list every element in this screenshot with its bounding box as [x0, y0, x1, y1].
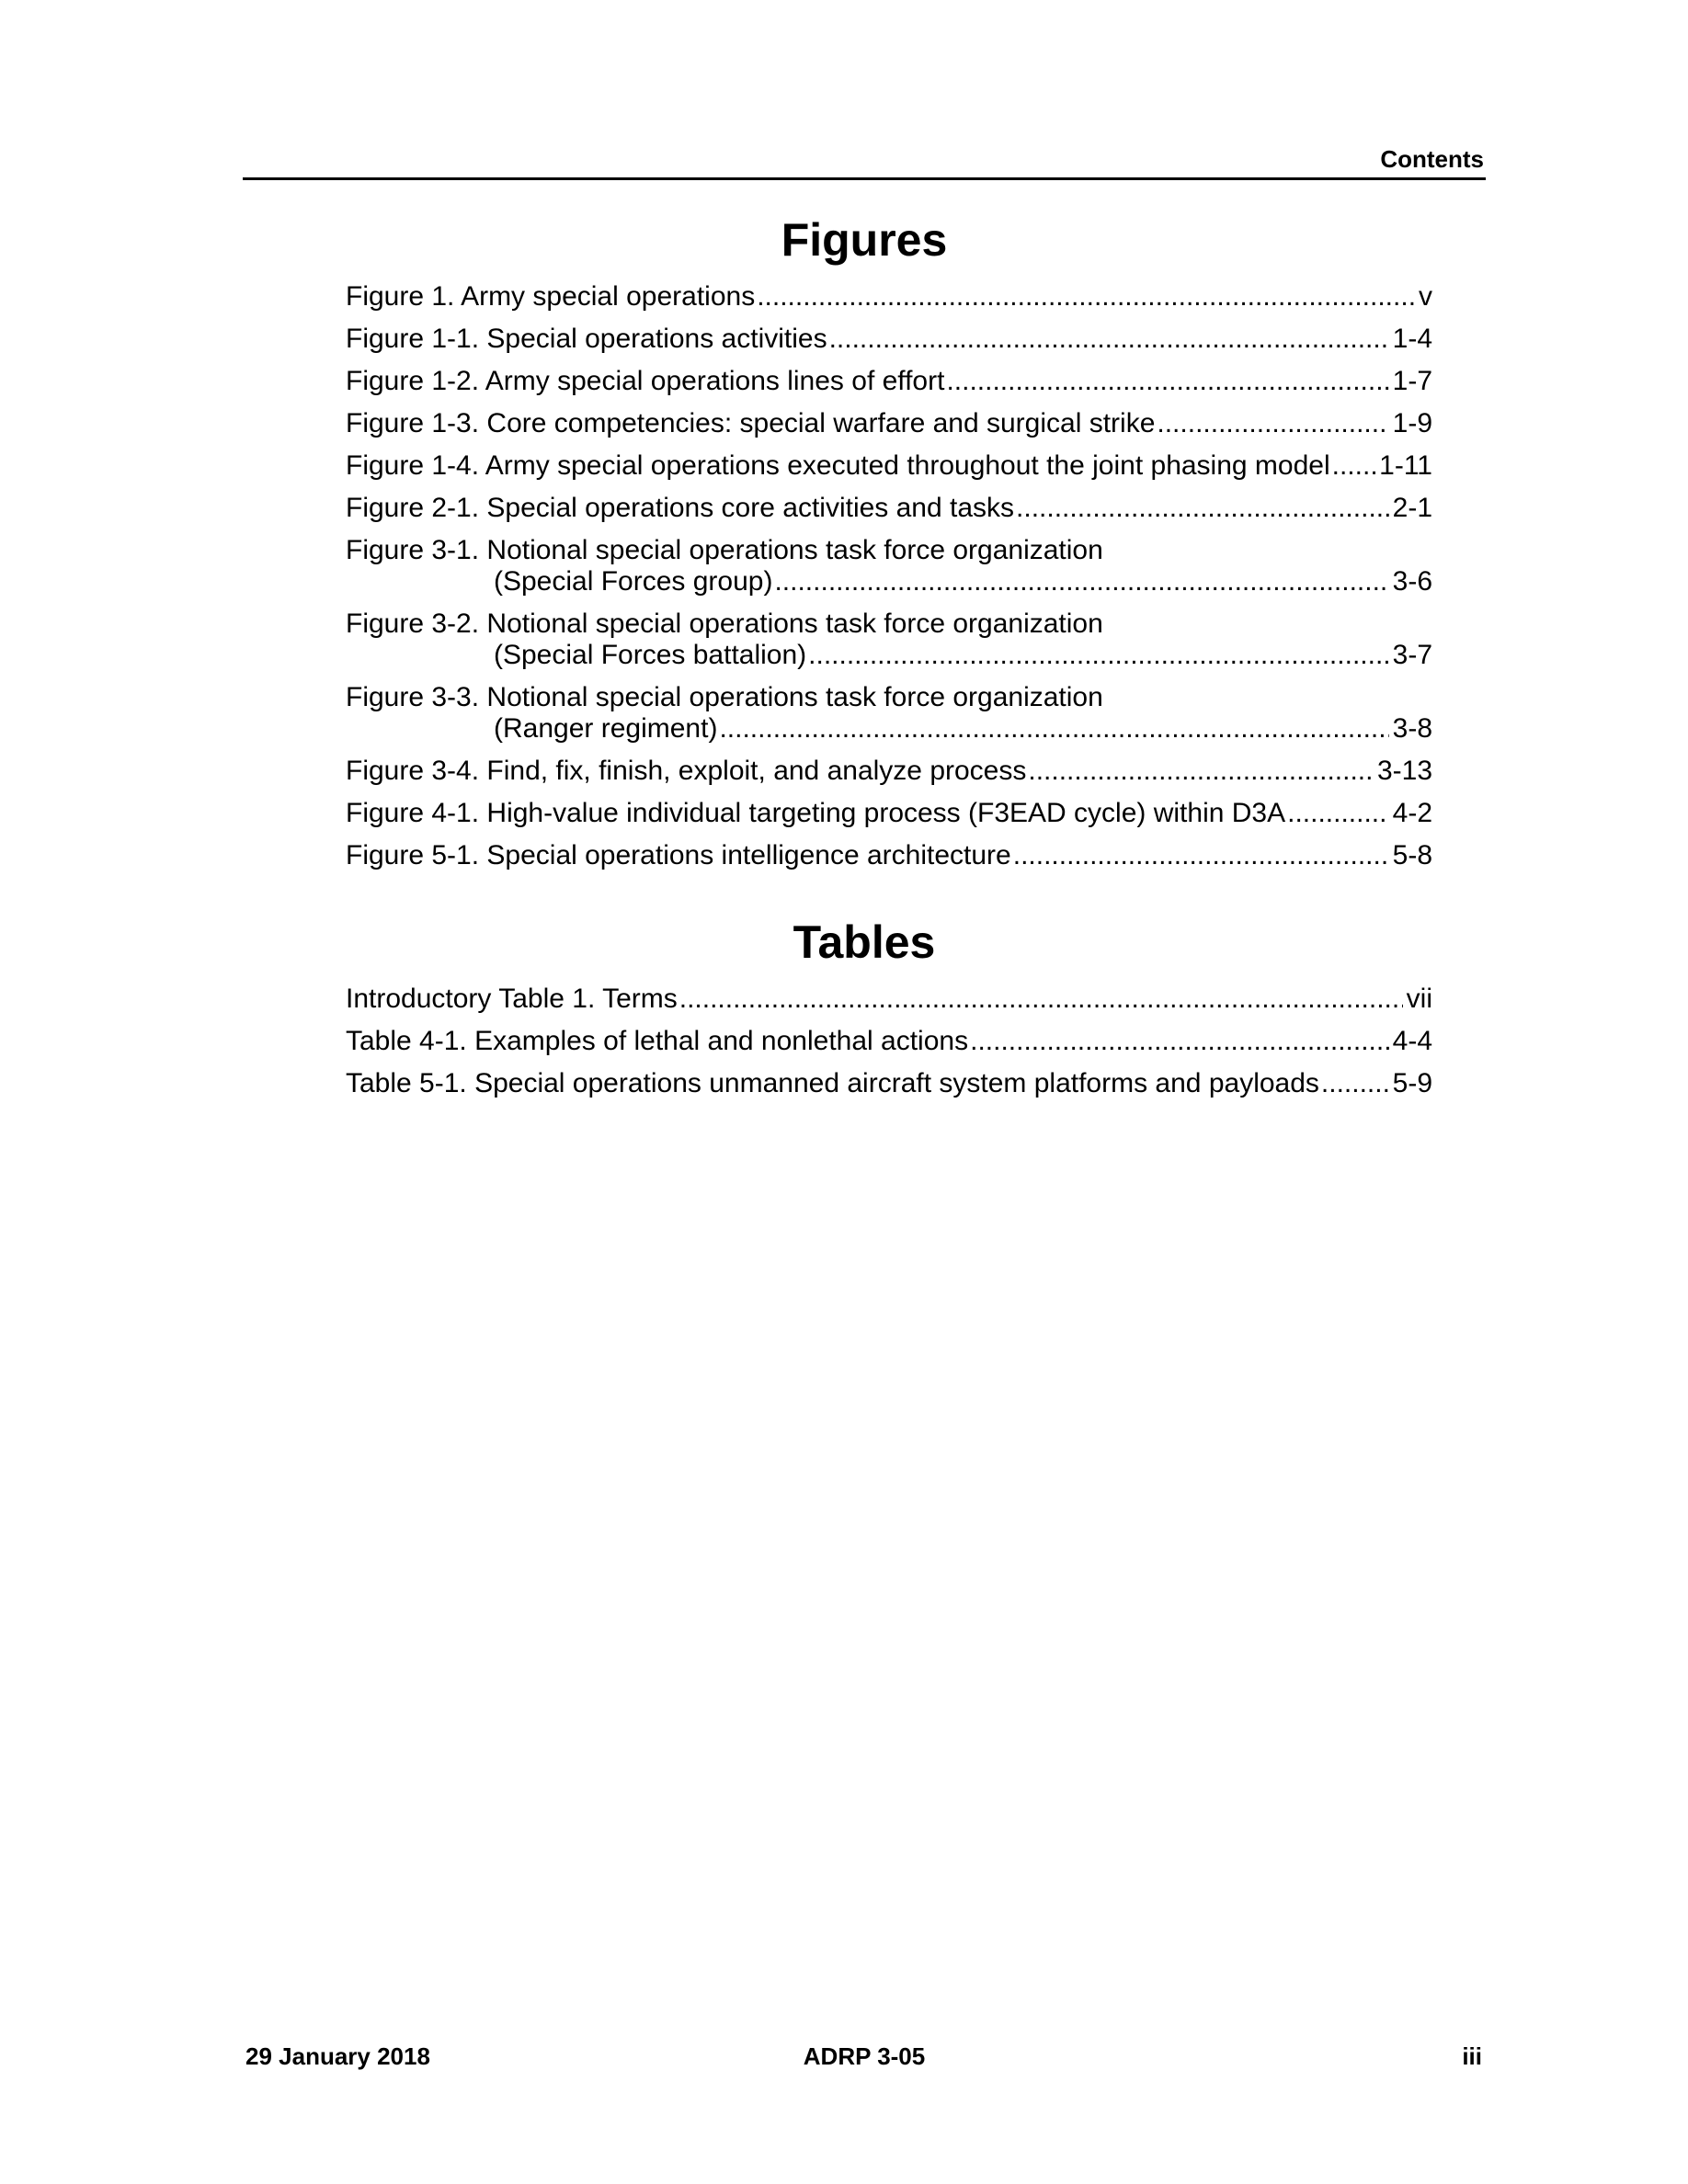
figure-entry-page: 2-1	[1392, 493, 1432, 523]
table-entry[interactable]	[346, 984, 1432, 1015]
figure-entry[interactable]	[346, 324, 1432, 355]
table-entry-page: 4-4	[1392, 1026, 1432, 1056]
table-entry-title: Table 4-1. Examples of lethal and nonlethal actions	[346, 1026, 969, 1056]
figure-entry-title-continuation: (Special Forces battalion)	[494, 640, 807, 670]
figure-entry-page: 1-11	[1379, 450, 1432, 481]
figure-entry[interactable]	[346, 682, 1432, 745]
figure-entry-page: 3-13	[1376, 756, 1432, 786]
figure-entry-line	[346, 840, 1432, 871]
table-entry-line	[346, 984, 1432, 1015]
dot-leader	[946, 366, 1388, 397]
figure-entry-title: Figure 1-3. Core competencies: special warfare and surgical strike	[346, 408, 1156, 438]
figure-entry[interactable]	[346, 408, 1432, 439]
table-entry-line	[346, 1068, 1432, 1099]
figure-entry-title: Figure 3-4. Find, fix, finish, exploit, and analyze process	[346, 756, 1027, 786]
figure-entry-line	[346, 324, 1432, 355]
figures-list	[346, 281, 1432, 882]
table-entry[interactable]	[346, 1068, 1432, 1099]
figure-entry-line	[346, 366, 1432, 397]
figure-entry-title: Figure 5-1. Special operations intelligence architecture	[346, 840, 1011, 870]
figure-entry-line	[346, 566, 1432, 597]
table-entry-title: Table 5-1. Special operations unmanned aircraft system platforms and payloads	[346, 1068, 1319, 1098]
figure-entry-title: Figure 1. Army special operations	[346, 281, 756, 312]
figure-entry-page: 1-4	[1392, 324, 1432, 354]
footer-document-id: ADRP 3-05	[803, 2042, 926, 2070]
dot-leader	[1013, 840, 1389, 871]
header-rule	[243, 177, 1486, 180]
footer-page-number: iii	[1462, 2042, 1482, 2070]
dot-leader	[1028, 756, 1374, 787]
table-entry-page: 5-9	[1392, 1068, 1432, 1098]
figure-entry-page: 3-6	[1392, 566, 1432, 597]
figure-entry-line	[346, 713, 1432, 745]
dot-leader	[1157, 408, 1388, 439]
figure-entry-title-continuation: (Ranger regiment)	[494, 713, 718, 744]
dot-leader	[808, 640, 1388, 671]
figure-entry-title: Figure 3-3. Notional special operations task force organization	[346, 682, 1103, 712]
figure-entry-page: 5-8	[1392, 840, 1432, 870]
dot-leader	[1332, 450, 1376, 482]
dot-leader	[1287, 798, 1389, 829]
figure-entry-title: Figure 4-1. High-value individual targeting process (F3EAD cycle) within D3A	[346, 798, 1286, 828]
dot-leader	[829, 324, 1389, 355]
figure-entry[interactable]	[346, 609, 1432, 671]
figure-entry-page: v	[1419, 281, 1432, 312]
figure-entry-page: 1-7	[1392, 366, 1432, 396]
figure-entry[interactable]	[346, 535, 1432, 597]
figure-entry-title: Figure 3-2. Notional special operations task force organization	[346, 609, 1103, 639]
figure-entry-line	[346, 756, 1432, 787]
figure-entry-line	[346, 798, 1432, 829]
figure-entry-line	[346, 493, 1432, 524]
figure-entry-page: 3-8	[1392, 713, 1432, 744]
figure-entry-line	[346, 640, 1432, 671]
table-entry[interactable]	[346, 1026, 1432, 1057]
figure-entry-title: Figure 1-2. Army special operations lines of effort	[346, 366, 945, 396]
figures-heading: Figures	[781, 214, 948, 266]
table-entry-title: Introductory Table 1. Terms	[346, 984, 678, 1014]
running-head: Contents	[1380, 145, 1484, 173]
figure-entry[interactable]	[346, 798, 1432, 829]
tables-heading: Tables	[793, 916, 936, 968]
table-entry-page: vii	[1406, 984, 1432, 1014]
figure-entry[interactable]	[346, 450, 1432, 482]
figure-entry-line	[346, 408, 1432, 439]
figure-entry-title: Figure 1-4. Army special operations executed throughout the joint phasing model	[346, 450, 1330, 481]
table-entry-line	[346, 1026, 1432, 1057]
figure-entry[interactable]	[346, 756, 1432, 787]
figure-entry-title: Figure 3-1. Notional special operations task force organization	[346, 535, 1103, 565]
figure-entry-title: Figure 2-1. Special operations core activities and tasks	[346, 493, 1015, 523]
dot-leader	[719, 713, 1388, 745]
figure-entry-page: 3-7	[1392, 640, 1432, 670]
dot-leader	[679, 984, 1403, 1015]
figure-entry[interactable]	[346, 493, 1432, 524]
figure-entry-line	[346, 281, 1432, 313]
figure-entry-title-continuation: (Special Forces group)	[494, 566, 773, 597]
figure-entry-page: 1-9	[1392, 408, 1432, 438]
figure-entry-line	[346, 450, 1432, 482]
dot-leader	[774, 566, 1388, 597]
footer-date: 29 January 2018	[245, 2042, 430, 2070]
dot-leader	[970, 1026, 1389, 1057]
dot-leader	[1016, 493, 1389, 524]
dot-leader	[1321, 1068, 1389, 1099]
dot-leader	[757, 281, 1415, 313]
figure-entry[interactable]	[346, 840, 1432, 871]
figure-entry[interactable]	[346, 281, 1432, 313]
tables-list	[346, 984, 1432, 1110]
figure-entry-page: 4-2	[1392, 798, 1432, 828]
figure-entry-title: Figure 1-1. Special operations activities	[346, 324, 827, 354]
figure-entry[interactable]	[346, 366, 1432, 397]
